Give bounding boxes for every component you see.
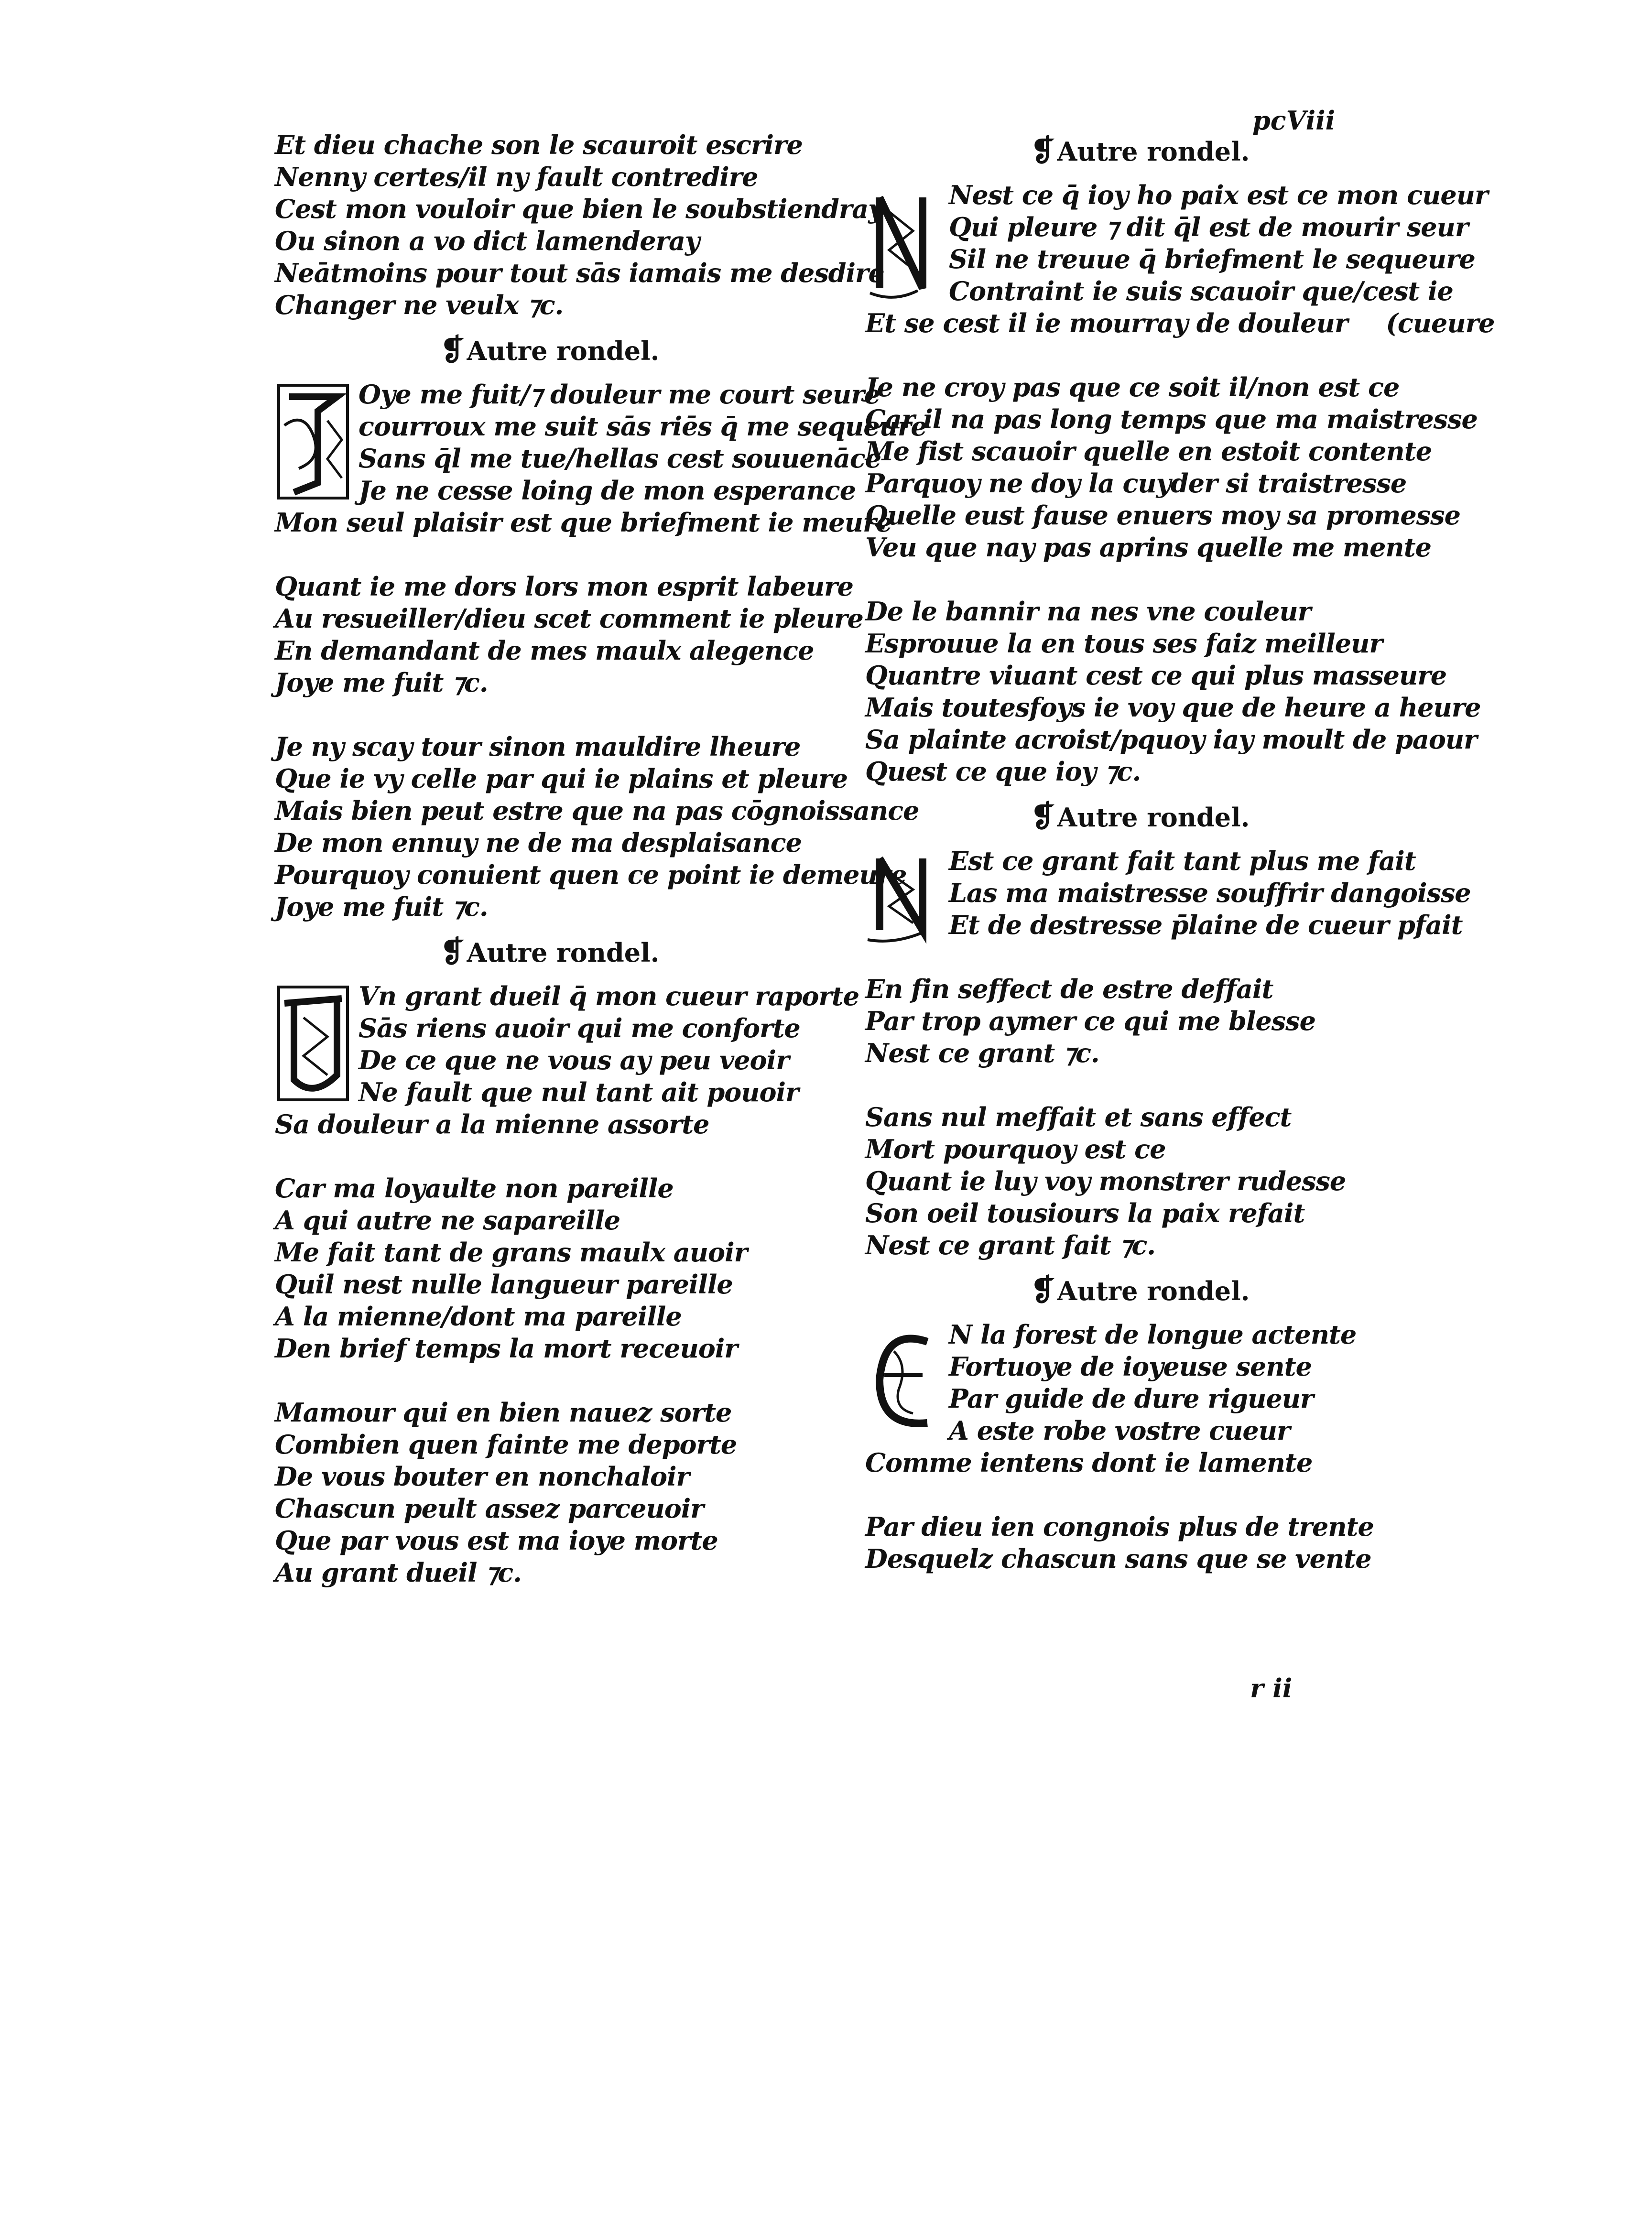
rondel-heading [275, 321, 825, 379]
verse-line: Quant ie me dors lors mon esprit labeure [275, 571, 853, 602]
folio-number: pcViii [1252, 105, 1336, 136]
verse-line: Mamour qui en bien nauez sorte [275, 1397, 732, 1428]
stanza-opening [865, 845, 1471, 941]
verse-line: Veu que nay pas aprins quelle me mente [865, 532, 1431, 563]
verse-line: Cest mon vouloir que bien le soubstiendray [275, 194, 883, 224]
verse-line: Contraint ie suis scauoir que/cest ie [949, 276, 1453, 306]
pilcrow-icon: ❡ [1030, 1272, 1055, 1307]
rondel-heading-text: Autre rondel. [1057, 1276, 1250, 1306]
rondel-heading [865, 122, 1415, 179]
verse-line: Pourquoy conuient quen ce point ie demeure [275, 859, 907, 890]
rondel-heading [275, 923, 825, 980]
verse-line: Que ie vy celle par qui ie plains et pleure [275, 763, 848, 794]
verse-line: Qui pleure ⁊ dit q̄l est de mourir seur [949, 212, 1468, 242]
decorated-initial-icon [275, 382, 351, 502]
verse-line: Et dieu chache son le scauroit escrire [275, 130, 803, 160]
verse-line: Nenny certes/il ny fault contredire [275, 162, 758, 192]
rondel-heading [865, 1261, 1415, 1319]
verse-line: Car il na pas long temps que ma maistresse [865, 404, 1478, 434]
verse-line: Den brief temps la mort receuoir [275, 1333, 738, 1364]
verse-line: De ce que ne vous ay peu veoir [359, 1045, 789, 1075]
decorated-initial-icon [865, 849, 942, 944]
verse-line: A qui autre ne sapareille [275, 1205, 620, 1236]
rondel-heading [865, 788, 1415, 845]
verse-line: De le bannir na nes vne couleur [865, 596, 1311, 627]
verse-line: Et de destresse p̄laine de cueur pfait [949, 910, 1463, 940]
verse-text: (cueure [1386, 308, 1495, 338]
verse-line: Ne fault que nul tant ait pouoir [359, 1077, 799, 1107]
stanza-opening [865, 1319, 1415, 1479]
verse-line: Par dieu ien congnois plus de trente [865, 1511, 1374, 1542]
verse-line: Quest ce que ioy ⁊c. [865, 756, 1141, 787]
verse-line: Sans nul meffait et sans effect [865, 1102, 1292, 1132]
stanza-opening [865, 179, 1495, 339]
verse-line: Au grant dueil ⁊c. [275, 1557, 522, 1588]
verse-line: Sans q̄l me tue/hellas cest souuenāce [359, 443, 881, 474]
verse-line: Sa douleur a la mienne assorte [275, 1109, 709, 1140]
verse-line: Combien quen fainte me deporte [275, 1429, 737, 1460]
verse-line [865, 307, 1495, 339]
verse-line: Je ne croy pas que ce soit il/non est ce [865, 372, 1400, 402]
decorated-initial-icon [865, 183, 942, 303]
verse-line: Mon seul plaisir est que briefment ie meure [275, 507, 892, 538]
verse-line: Je ny scay tour sinon mauldire lheure [275, 731, 801, 762]
rondel-heading-text: Autre rondel. [1057, 802, 1250, 833]
verse-line: De mon ennuy ne de ma desplaisance [275, 827, 802, 858]
verse-line: Sil ne treuue q̄ briefment le sequeure [949, 244, 1475, 274]
verse-line: Joye me fuit ⁊c. [275, 891, 488, 922]
verse-line: Car ma loyaulte non pareille [275, 1173, 674, 1204]
stanza-opening [275, 980, 859, 1140]
signature-mark: r ii [1250, 1673, 1293, 1704]
verse-line: Que par vous est ma ioye morte [275, 1525, 718, 1556]
verse-line: Chascun peult assez parceuoir [275, 1493, 704, 1524]
stanza-opening [275, 379, 927, 539]
verse-line: Mais bien peut estre que na pas cōgnoissance [275, 795, 919, 826]
verse-line: Je ne cesse loing de mon esperance [359, 475, 856, 506]
verse-line: A la mienne/dont ma pareille [275, 1301, 682, 1332]
verse-line: Parquoy ne doy la cuyder si traistresse [865, 468, 1407, 499]
verse-line: Mort pourquoy est ce [865, 1134, 1166, 1164]
verse-line: De vous bouter en nonchaloir [275, 1461, 690, 1492]
verse-line: En fin seffect de estre deffait [865, 974, 1273, 1004]
verse-line: Quil nest nulle langueur pareille [275, 1269, 733, 1300]
verse-line: Me fist scauoir quelle en estoit contente [865, 436, 1432, 467]
verse-line: Quant ie luy voy monstrer rudesse [865, 1166, 1346, 1196]
verse-line: Ou sinon a vo dict lamenderay [275, 226, 700, 256]
verse-line: Son oeil tousiours la paix refait [865, 1198, 1305, 1228]
verse-line: Comme ientens dont ie lamente [865, 1447, 1313, 1478]
verse-line: Mais toutesfoys ie voy que de heure a heure [865, 692, 1481, 723]
verse-line: Oye me fuit/⁊ douleur me court seure [359, 379, 880, 410]
verse-line: En demandant de mes maulx alegence [275, 635, 814, 666]
verse-line: Est ce grant fait tant plus me fait [949, 846, 1416, 876]
right-column [865, 122, 1495, 1575]
verse-line: Las ma maistresse souffrir dangoisse [949, 878, 1471, 908]
verse-line: Quantre viuant cest ce qui plus masseure [865, 660, 1447, 691]
pilcrow-icon: ❡ [1030, 133, 1055, 168]
rondel-heading-text: Autre rondel. [1057, 136, 1250, 167]
verse-line: Sās riens auoir qui me conforte [359, 1013, 800, 1043]
verse-line: Fortuoye de ioyeuse sente [949, 1351, 1312, 1382]
verse-line: Nest ce grant fait ⁊c. [865, 1230, 1156, 1260]
verse-line: Joye me fuit ⁊c. [275, 667, 488, 698]
left-column [275, 129, 927, 1589]
verse-line: N la forest de longue actente [949, 1319, 1357, 1350]
verse-line: Esprouue la en tous ses faiz meilleur [865, 628, 1382, 659]
pilcrow-icon: ❡ [440, 332, 465, 367]
decorated-initial-icon [275, 984, 351, 1104]
verse-line: Sa plainte acroist/pquoy iay moult de paour [865, 724, 1477, 755]
verse-line: Me fait tant de grans maulx auoir [275, 1237, 748, 1268]
verse-line: Par guide de dure rigueur [949, 1383, 1314, 1414]
verse-line: Par trop aymer ce qui me blesse [865, 1006, 1315, 1036]
verse-line: A este robe vostre cueur [949, 1415, 1290, 1446]
rondel-heading-text: Autre rondel. [467, 336, 660, 366]
verse-line: Desquelz chascun sans que se vente [865, 1543, 1371, 1574]
rondel-heading-text: Autre rondel. [467, 937, 660, 968]
verse-line: Quelle eust fause enuers moy sa promesse [865, 500, 1460, 531]
verse-line: Vn grant dueil q̄ mon cueur raporte [359, 981, 859, 1011]
pilcrow-icon: ❡ [1030, 799, 1055, 834]
verse-line: courroux me suit sās riēs q̄ me sequeure [359, 411, 927, 442]
verse-line: Changer ne veulx ⁊c. [275, 290, 564, 320]
verse-line: Nest ce q̄ ioy ho paix est ce mon cueur [949, 180, 1488, 210]
verse-line: Au resueiller/dieu scet comment ie pleure [275, 603, 863, 634]
verse-line: Neātmoins pour tout sās iamais me desdire [275, 258, 884, 288]
verse-line: Nest ce grant ⁊c. [865, 1038, 1099, 1068]
verse-text: Et se cest il ie mourray de douleur [865, 308, 1348, 338]
pilcrow-icon: ❡ [440, 934, 465, 969]
decorated-initial-icon [865, 1323, 942, 1442]
